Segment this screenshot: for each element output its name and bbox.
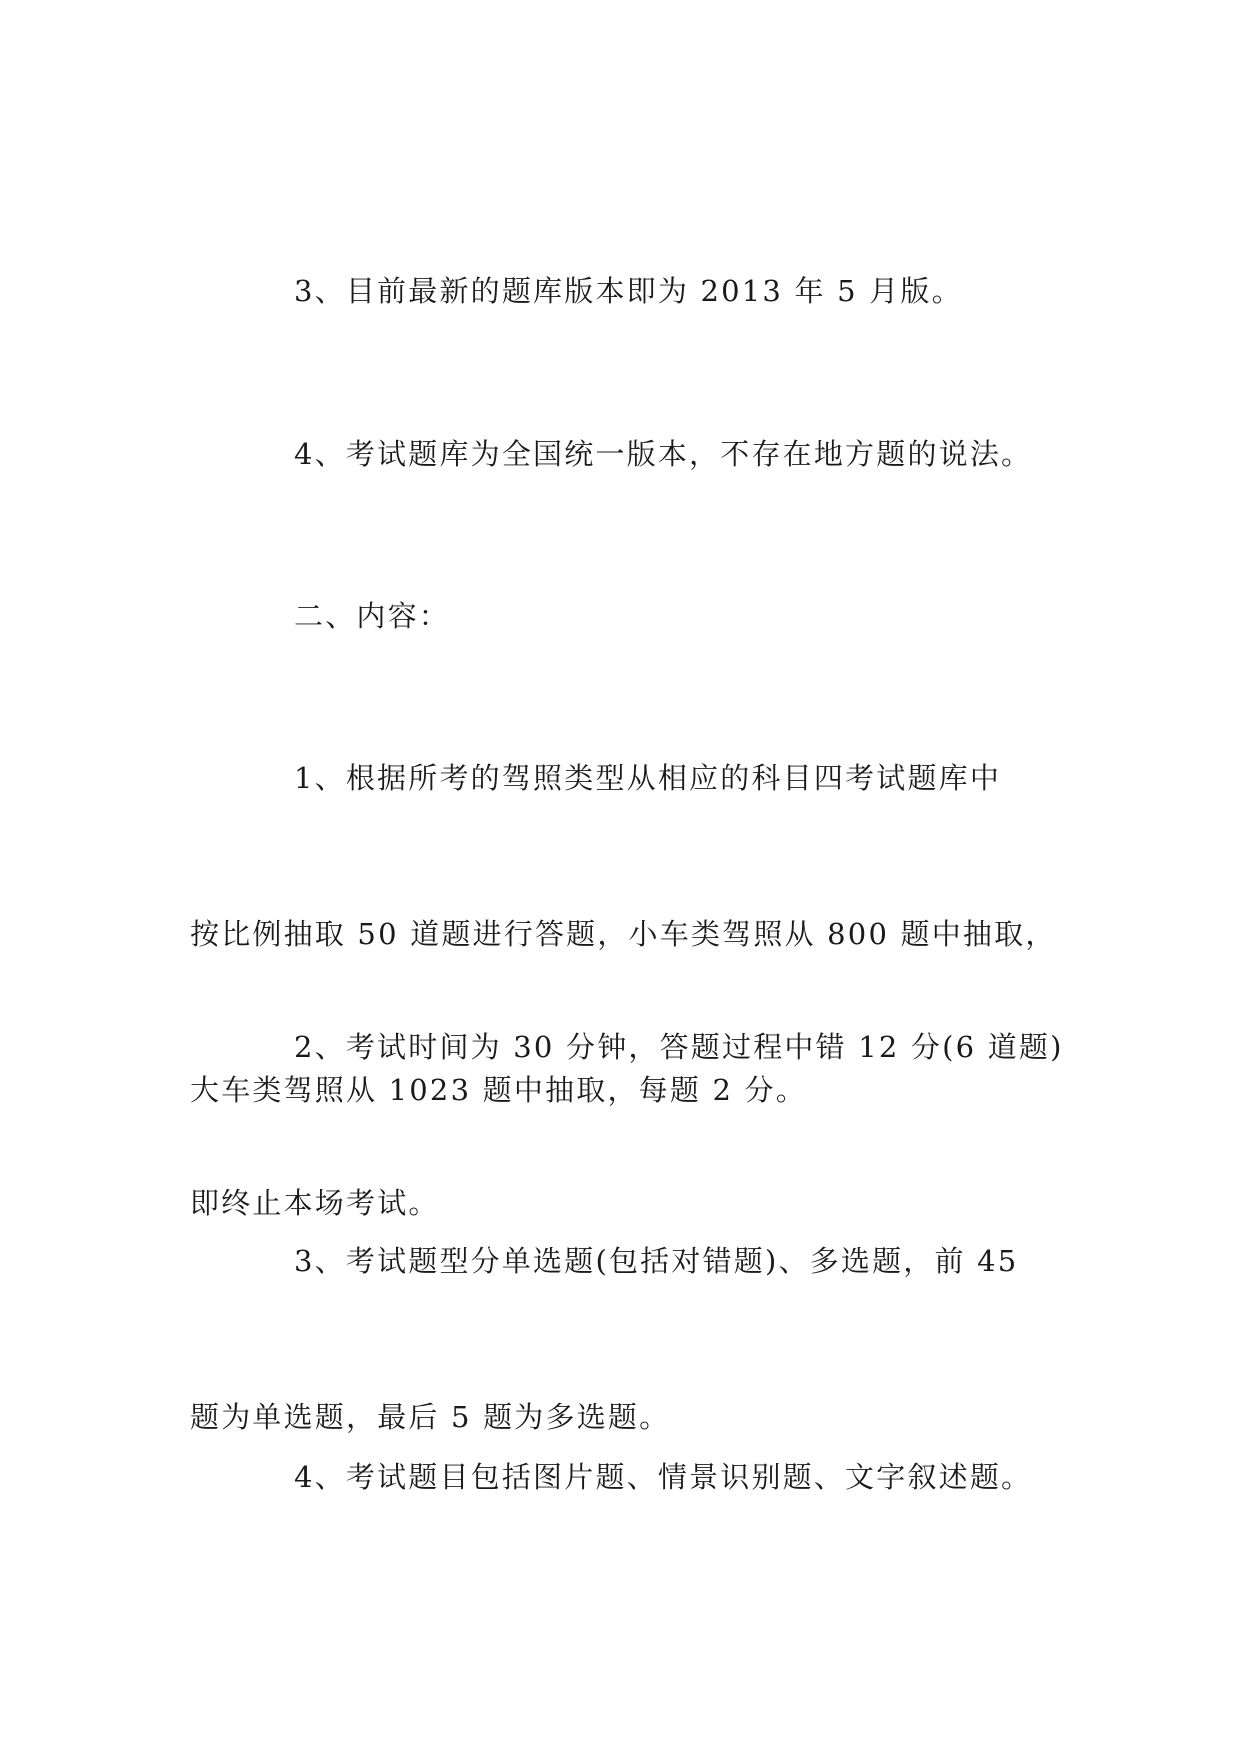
paragraph-line: 3、目前最新的题库版本即为 2013 年 5 月版。 <box>294 274 963 308</box>
paragraph-line: 4、考试题目包括图片题、情景识别题、文字叙述题。 <box>294 1460 1033 1494</box>
paragraph-line: 按比例抽取 50 道题进行答题，小车类驾照从 800 题中抽取， <box>190 917 1057 951</box>
paragraph-line: 即终止本场考试。 <box>190 1186 440 1220</box>
section-heading-text: 二、内容： <box>294 599 451 633</box>
paragraph-line: 4、考试题库为全国统一版本，不存在地方题的说法。 <box>294 437 1033 471</box>
paragraph-line: 3、考试题型分单选题(包括对错题)、多选题，前 45 <box>294 1244 1019 1278</box>
paragraph-line: 1、根据所考的驾照类型从相应的科目四考试题库中 <box>294 761 1002 795</box>
paragraph-line: 大车类驾照从 1023 题中抽取，每题 2 分。 <box>190 1073 807 1107</box>
paragraph-line: 2、考试时间为 30 分钟，答题过程中错 12 分(6 道题) <box>294 1030 1064 1064</box>
paragraph-question-formats <box>190 1347 1070 1607</box>
paragraph-line: 题为单选题，最后 5 题为多选题。 <box>190 1400 671 1434</box>
